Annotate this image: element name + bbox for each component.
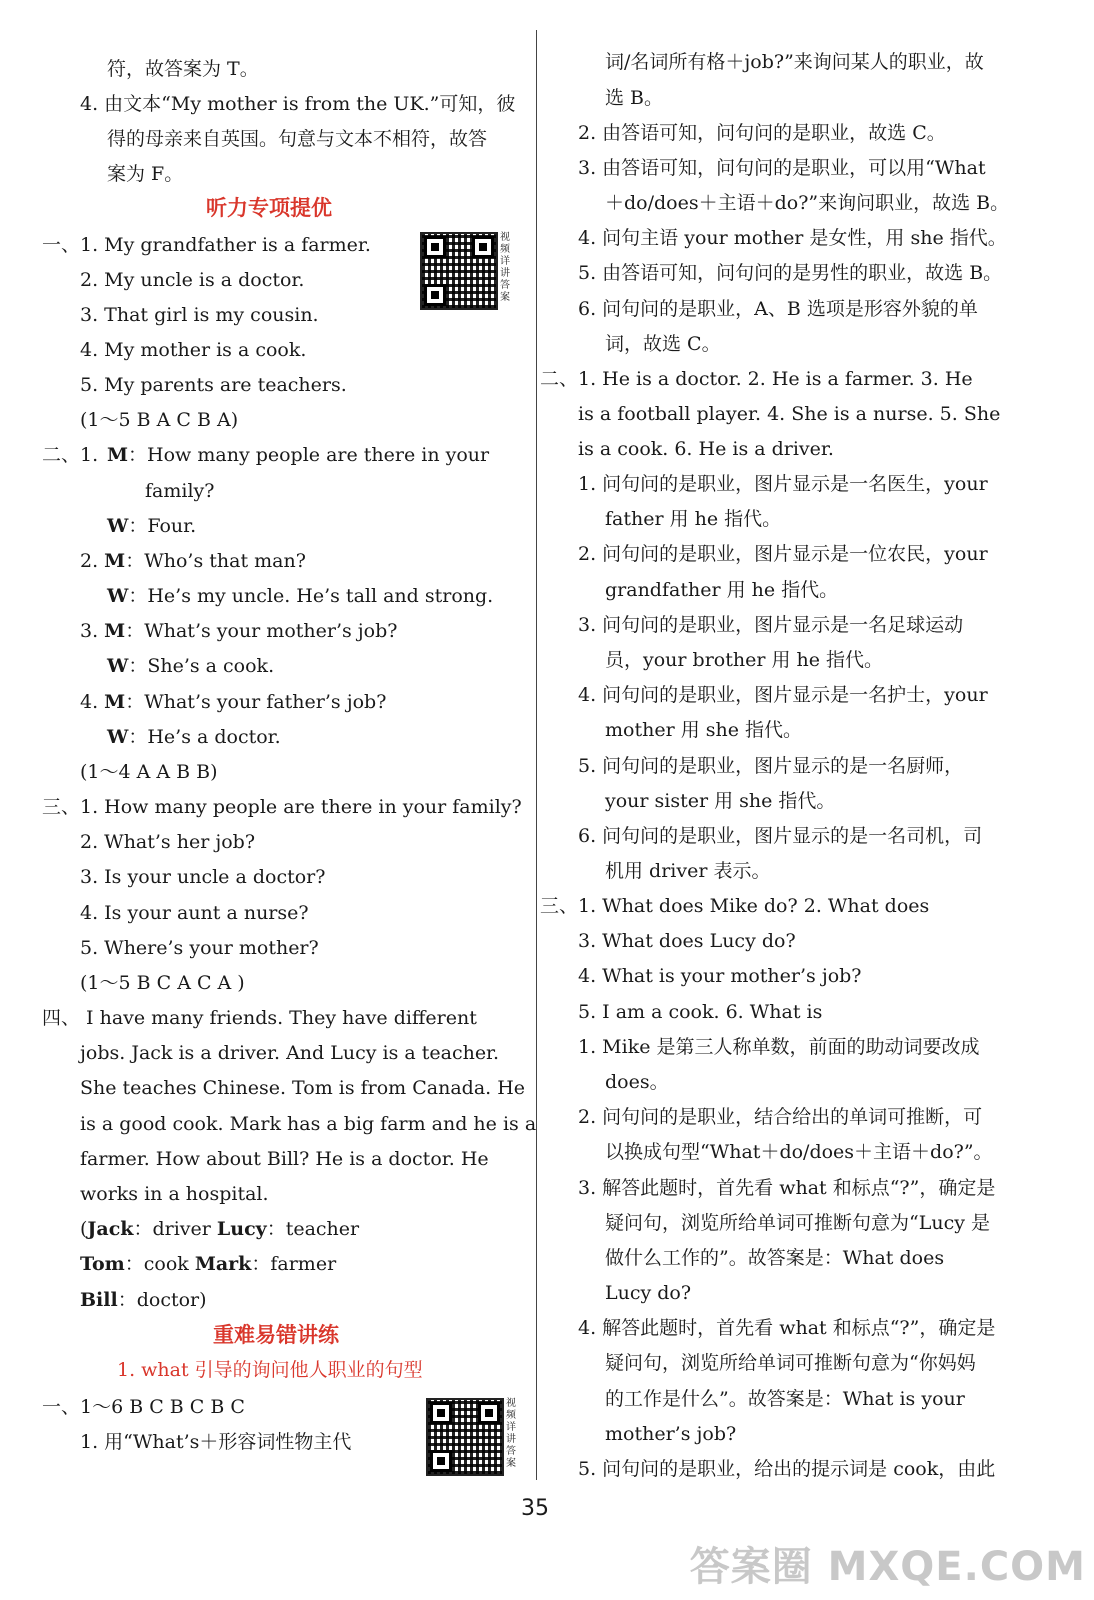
text-line: 选 B。 (605, 87, 664, 109)
text-line: 一、1. My grandfather is a farmer. (42, 234, 371, 256)
text-line: M：How many people are there in your (107, 444, 490, 466)
text-line: 词，故选 C。 (605, 333, 721, 355)
text-line: 1. Mike 是第三人称单数，前面的助动词要改成 (578, 1036, 980, 1058)
text-line: 5. 问句问的是职业，图片显示的是一名厨师， (578, 755, 964, 777)
text-line: 4. My mother is a cook. (80, 339, 307, 361)
text-line: father 用 he 指代。 (605, 508, 782, 530)
text-line: 3. That girl is my cousin. (80, 304, 319, 326)
text-line: 机用 driver 表示。 (605, 860, 771, 882)
text-line: W：Four. (107, 515, 197, 537)
text-line: farmer. How about Bill? He is a doctor. He (80, 1148, 489, 1170)
text-line: (1～5 B A C B A) (80, 409, 239, 431)
qr-label: 视频详讲答案 (506, 1398, 516, 1469)
text-line: 一、1～6 B C B C B C (42, 1396, 245, 1418)
subsection-title: 1. what 引导的询问他人职业的句型 (117, 1359, 423, 1381)
text-line: 2. 问句问的是职业，图片显示是一位农民，your (578, 543, 988, 565)
text-line: does。 (605, 1071, 669, 1093)
text-line: W：He’s a doctor. (107, 726, 281, 748)
text-line: 4. 解答此题时，首先看 what 和标点“?”，确定是 (578, 1317, 996, 1339)
text-line: 6. 问句问的是职业，A、B 选项是形容外貌的单 (578, 298, 978, 320)
text-line: (1～4 A A B B) (80, 761, 218, 783)
section-number: 二、1. (42, 444, 99, 466)
text-line: 5. Where’s your mother? (80, 937, 319, 959)
text-line: mother 用 she 指代。 (605, 719, 803, 741)
text-line: 4. 问句主语 your mother 是女性，用 she 指代。 (578, 227, 1007, 249)
text-line: 2. What’s her job? (80, 831, 256, 853)
text-line: She teaches Chinese. Tom is from Canada. He (80, 1077, 526, 1099)
text-line: 3. 由答语可知，问句问的是职业，可以用“What (578, 157, 986, 179)
text-line: 5. 问句问的是职业，给出的提示词是 cook，由此 (578, 1458, 996, 1480)
heading-key-points: 重难易错讲练 (213, 1322, 339, 1347)
qr-code[interactable] (420, 232, 498, 310)
text-line: 4. 由文本“My mother is from the UK.”可知，彼 (80, 93, 516, 115)
text-line: 4. Is your aunt a nurse? (80, 902, 309, 924)
text-line: ＋do/does＋主语＋do?”来询问职业，故选 B。 (605, 192, 1010, 214)
text-line: 疑问句，浏览所给单词可推断句意为“Lucy 是 (605, 1212, 990, 1234)
text-line: (1～5 B C A C A ) (80, 972, 245, 994)
page-number: 35 (521, 1496, 549, 1521)
text-line: 3. M：What’s your mother’s job? (80, 620, 398, 642)
text-line: 三、1. What does Mike do? 2. What does (540, 895, 930, 917)
text-line: 三、1. How many people are there in your family? (42, 796, 522, 818)
text-line: 5. 由答语可知，问句问的是男性的职业，故选 B。 (578, 262, 1003, 284)
text-line: 1. 问句问的是职业，图片显示是一名医生，your (578, 473, 988, 495)
text-line: 3. 解答此题时，首先看 what 和标点“?”，确定是 (578, 1177, 996, 1199)
text-line: 1. 用“What’s＋形容词性物主代 (80, 1431, 352, 1453)
text-line: 符，故答案为 T。 (107, 58, 259, 80)
text-line: 2. 问句问的是职业，结合给出的单词可推断，可 (578, 1106, 983, 1128)
text-line: 词/名词所有格＋job?”来询问某人的职业，故 (605, 51, 984, 73)
text-line: jobs. Jack is a driver. And Lucy is a teacher. (80, 1042, 500, 1064)
text-line: is a football player. 4. She is a nurse. 5. She (578, 403, 1001, 425)
text-line: Bill：doctor) (80, 1289, 207, 1311)
text-line: is a good cook. Mark has a big farm and he is a (80, 1113, 537, 1135)
text-line: 2. M：Who’s that man? (80, 550, 306, 572)
text-line: works in a hospital. (80, 1183, 269, 1205)
text-line: grandfather 用 he 指代。 (605, 579, 839, 601)
text-line: 3. 问句问的是职业，图片显示是一名足球运动 (578, 614, 964, 636)
text-line: 4. 问句问的是职业，图片显示是一名护士，your (578, 684, 988, 706)
text-line: 得的母亲来自英国。句意与文本不相符，故答 (107, 128, 488, 150)
text-line: 3. Is your uncle a doctor? (80, 866, 326, 888)
text-line: (Jack：driver Lucy：teacher (80, 1218, 360, 1240)
text-line: 二、1. He is a doctor. 2. He is a farmer. 3. He (540, 368, 973, 390)
text-line: Lucy do? (605, 1282, 692, 1304)
text-line: 做什么工作的”。故答案是：What does (605, 1247, 945, 1269)
text-line: 案为 F。 (107, 163, 184, 185)
text-line: 员，your brother 用 he 指代。 (605, 649, 884, 671)
qr-code[interactable] (426, 1398, 504, 1476)
text-line: W：He’s my uncle. He’s tall and strong. (107, 585, 494, 607)
text-line: 4. What is your mother’s job? (578, 965, 862, 987)
text-line: 6. 问句问的是职业，图片显示的是一名司机，司 (578, 825, 983, 847)
text-line: 2. My uncle is a doctor. (80, 269, 305, 291)
text-line: your sister 用 she 指代。 (605, 790, 836, 812)
text-line: 4. M：What’s your father’s job? (80, 691, 387, 713)
text-line: 2. 由答语可知，问句问的是职业，故选 C。 (578, 122, 946, 144)
text-line: 四、 I have many friends. They have different (42, 1007, 477, 1029)
text-line: 的工作是什么”。故答案是：What is your (605, 1388, 965, 1410)
text-line: mother’s job? (605, 1423, 737, 1445)
text-line: W：She’s a cook. (107, 655, 275, 677)
text-line: family? (145, 480, 215, 502)
heading-listening: 听力专项提优 (206, 195, 332, 220)
text-line: 3. What does Lucy do? (578, 930, 796, 952)
watermark: 答案圈 MXQE.COM (689, 1544, 1086, 1590)
qr-label: 视频详讲答案 (500, 232, 510, 303)
text-line: 以换成句型“What＋do/does＋主语＋do?”。 (605, 1141, 993, 1163)
text-line: 5. My parents are teachers. (80, 374, 347, 396)
text-line: is a cook. 6. He is a driver. (578, 438, 834, 460)
text-line: 5. I am a cook. 6. What is (578, 1001, 823, 1023)
column-divider (536, 30, 537, 1480)
text-line: Tom：cook Mark：farmer (80, 1253, 337, 1275)
text-line: 疑问句，浏览所给单词可推断句意为“你妈妈 (605, 1352, 976, 1374)
